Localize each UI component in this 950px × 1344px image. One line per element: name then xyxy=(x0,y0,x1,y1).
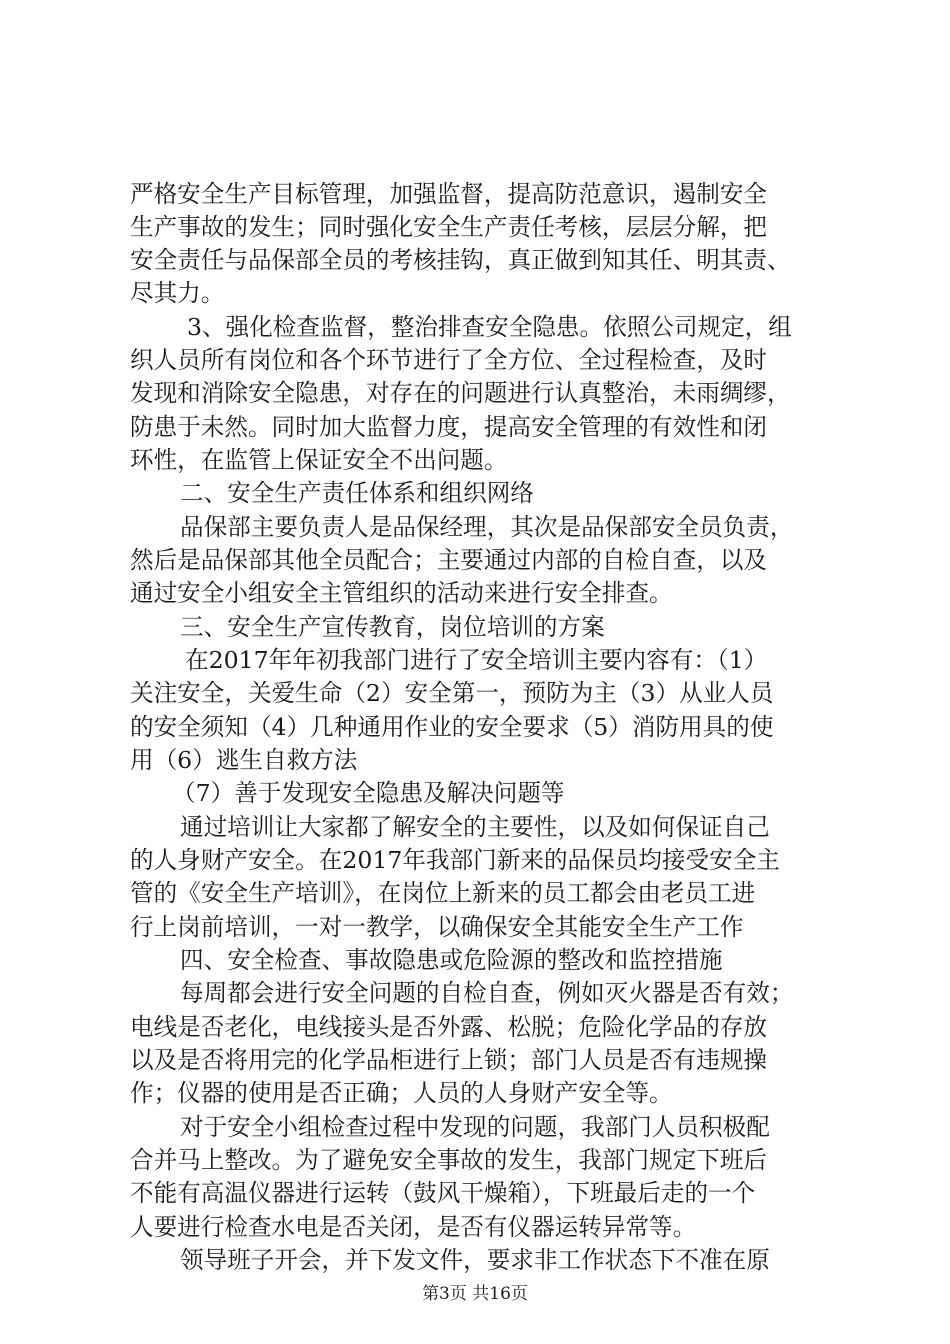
text-line: 以及是否将用完的化学品柜进行上锁；部门人员是否有违规操 xyxy=(130,1046,768,1074)
text-line: 通过培训让大家都了解安全的主要性，以及如何保证自己 xyxy=(180,813,770,841)
text-line: 电线是否老化，电线接头是否外露、松脱；危险化学品的存放 xyxy=(130,1013,768,1041)
text-line: 尽其力。 xyxy=(130,279,225,307)
text-line: 合并马上整改。为了避免安全事故的发生，我部门规定下班后 xyxy=(130,1146,768,1174)
text-line: 防患于未然。同时加大监督力度，提高安全管理的有效性和闭 xyxy=(130,413,768,441)
text-line: 领导班子开会，并下发文件，要求非工作状态下不准在原 xyxy=(180,1246,770,1274)
text-line: 管的《安全生产培训》，在岗位上新来的员工都会由老员工进 xyxy=(130,879,756,907)
text-line: 行上岗前培训，一对一教学，以确保安全其能安全生产工作 xyxy=(130,913,744,941)
section-heading: 四、安全检查、事故隐患或危险源的整改和监控措施 xyxy=(180,946,723,974)
text-line: 通过安全小组安全主管组织的活动来进行安全排查。 xyxy=(130,579,673,607)
text-line: 用（6）逃生自救方法 xyxy=(130,746,358,774)
section-heading: 二、安全生产责任体系和组织网络 xyxy=(180,479,534,507)
text-line: 织人员所有岗位和各个环节进行了全方位、全过程检查，及时 xyxy=(130,346,768,374)
text-line: 不能有高温仪器进行运转（鼓风干燥箱），下班最后走的一个 xyxy=(130,1179,756,1207)
text-line: 关注安全，关爱生命（2）安全第一，预防为主（3）从业人员 xyxy=(130,679,774,707)
text-line: 对于安全小组检查过程中发现的问题，我部门人员积极配 xyxy=(180,1113,770,1141)
text-line: 每周都会进行安全问题的自检自查，例如灭火器是否有效； xyxy=(180,979,794,1007)
text-line: 在2017年年初我部门进行了安全培训主要内容有：（1） xyxy=(185,646,768,674)
text-line: 品保部主要负责人是品保经理，其次是品保部安全员负责， xyxy=(180,513,794,541)
section-heading: 三、安全生产宣传教育，岗位培训的方案 xyxy=(180,613,605,641)
text-line: 人要进行检查水电是否关闭，是否有仪器运转异常等。 xyxy=(130,1213,697,1241)
page-number-footer: 第3页 共16页 xyxy=(422,1284,528,1304)
text-line: 的安全须知（4）几种通用作业的安全要求（5）消防用具的使 xyxy=(130,713,774,741)
text-line: 的人身财产安全。在2017年我部门新来的品保员均接受安全主 xyxy=(130,846,780,874)
text-line: 生产事故的发生；同时强化安全生产责任考核，层层分解，把 xyxy=(130,213,768,241)
text-line: （7）善于发现安全隐患及解决问题等 xyxy=(172,779,565,807)
text-line: 作；仪器的使用是否正确；人员的人身财产安全等。 xyxy=(130,1079,673,1107)
text-line: 发现和消除安全隐患，对存在的问题进行认真整治，未雨绸缪， xyxy=(130,379,791,407)
text-line: 环性，在监管上保证安全不出问题。 xyxy=(130,446,508,474)
text-line: 然后是品保部其他全员配合；主要通过内部的自检自查，以及 xyxy=(130,546,768,574)
text-line: 3、强化检查监督，整治排查安全隐患。依照公司规定，组 xyxy=(187,313,792,341)
text-line: 严格安全生产目标管理，加强监督，提高防范意识，遏制安全 xyxy=(130,180,768,208)
text-line: 安全责任与品保部全员的考核挂钩，真正做到知其任、明其责、 xyxy=(130,246,791,274)
